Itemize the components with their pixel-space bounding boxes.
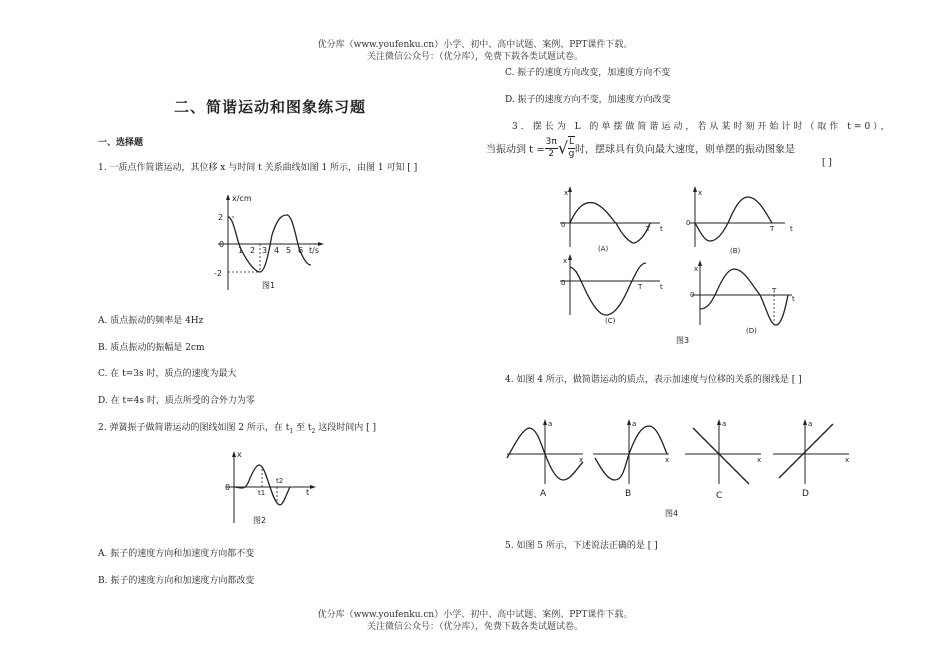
- fig3-a-o: 0: [561, 221, 566, 229]
- q2-text-mid: 至 t: [293, 423, 312, 433]
- question-1: 1. 一质点作简谐运动，其位移 x 与时间 t 关系曲线如图 1 所示，由图 1 可知 [ ]: [98, 163, 418, 173]
- fig3-d-o: 0: [690, 291, 695, 299]
- fig3-caption: 图3: [676, 336, 690, 345]
- fig4-b-x: x: [665, 456, 670, 464]
- fig4-c-a: a: [722, 420, 727, 428]
- fig1-caption: 图1: [262, 281, 276, 290]
- fig3-c-o: 0: [561, 279, 566, 287]
- fig4-d-x: x: [845, 456, 850, 464]
- q2-option-b: B. 振子的速度方向和加速度方向都改变: [98, 576, 255, 586]
- figure-2: [222, 447, 322, 527]
- header-line-2: 关注微信公众号：（优分库），免费下载各类试题试卷。: [366, 52, 583, 62]
- fig4-graph-d: [773, 419, 849, 499]
- fig4-b-a: a: [632, 420, 637, 428]
- fig4-graph-a: [507, 419, 583, 499]
- figure-3: [560, 185, 810, 350]
- fig2-caption: 图2: [253, 516, 267, 525]
- footer-line-2: 关注微信公众号：（优分库），免费下载各类试题试卷。: [366, 622, 583, 632]
- fig4-graph-c: [685, 419, 761, 501]
- fig4-c-x: x: [757, 456, 762, 464]
- fig3-b-o: 0: [686, 219, 691, 227]
- fig3-c-label: (C): [605, 317, 616, 325]
- q2-option-a: A. 振子的速度方向和加速度方向都不变: [98, 549, 255, 559]
- fig3-a-t: t: [660, 225, 663, 233]
- q1-option-d: D. 在 t=4s 时，质点所受的合外力为零: [98, 396, 255, 406]
- fig3-b-T: T: [770, 225, 775, 233]
- question-2: [98, 420, 376, 435]
- fig4-d-a: a: [808, 420, 813, 428]
- fig1-y-bot: -2: [214, 269, 222, 278]
- q2-option-c: C. 振子的速度方向改变，加速度方向不变: [505, 68, 671, 78]
- q3-sqrt-num: L: [569, 137, 575, 147]
- fig4-d-label: D: [802, 489, 809, 499]
- q2-option-d: D. 振子的速度方向不变，加速度方向改变: [505, 95, 671, 105]
- fig1-tick-6: 6: [298, 246, 304, 255]
- fig3-c-t: t: [660, 283, 663, 291]
- fig2-origin: 0: [225, 483, 231, 492]
- fig1-tick-4: 4: [274, 246, 280, 255]
- figure-4: [505, 418, 855, 518]
- q3-pre: 当振动到 t =: [486, 144, 545, 156]
- fig1-y-top: 2: [218, 213, 224, 222]
- fig3-b-label: (B): [730, 247, 741, 255]
- q3-sqrt-frac: [568, 136, 575, 160]
- page-title: 二、简谐运动和图象练习题: [174, 98, 367, 116]
- q2-sub-1: 1: [289, 427, 294, 435]
- q3-post: 时，摆球具有负向最大速度，则单摆的振动图象是: [575, 144, 796, 156]
- fig1-origin: 0: [219, 240, 225, 249]
- fig1-tick-5: 5: [286, 246, 292, 255]
- question-5: 5. 如图 5 所示，下述说法正确的是 [ ]: [505, 541, 658, 551]
- sqrt-icon: √: [557, 138, 569, 158]
- question-3-line-2: [486, 136, 795, 160]
- question-4: 4. 如图 4 所示，做简谐运动的质点，表示加速度与位移的关系的图线是 [ ]: [505, 375, 802, 385]
- fig3-d-label: (D): [746, 327, 757, 335]
- fig3-d-t: t: [792, 295, 795, 303]
- fig1-xlabel: t/s: [309, 246, 319, 255]
- section-heading: 一、选择题: [98, 138, 144, 148]
- q2-text-pre: 2. 弹簧振子做简谐运动的图线如图 2 所示，在 t: [98, 423, 290, 433]
- q1-option-b: B. 质点振动的振幅是 2cm: [98, 343, 205, 353]
- header-line-1: 优分库（www.youfenku.cn）小学、初中、高中试题、案例、PPT课件下载。: [317, 40, 633, 50]
- fig3-graph-d: [690, 260, 795, 335]
- fig1-tick-2: 2: [250, 246, 256, 255]
- fig1-ylabel: x/cm: [232, 194, 252, 203]
- fig3-c-T: T: [638, 283, 643, 291]
- fig3-graph-c: [560, 254, 663, 325]
- fig4-caption: 图4: [665, 509, 679, 518]
- fig4-a-a: a: [548, 420, 553, 428]
- q1-option-a: A. 质点振动的频率是 4Hz: [98, 316, 204, 326]
- q3-frac-num: 3π: [545, 136, 557, 147]
- fig2-xlabel: t: [306, 488, 310, 497]
- fig3-graph-b: [686, 186, 793, 255]
- fig4-graph-b: [593, 419, 669, 499]
- fig1-tick-1: 1: [238, 246, 244, 255]
- fig3-d-T: T: [772, 287, 777, 295]
- fig2-t1: t1: [258, 489, 266, 497]
- fig3-a-label: (A): [598, 245, 609, 253]
- q3-frac-den: 2: [548, 148, 555, 159]
- fig3-b-t: t: [790, 225, 793, 233]
- q2-sub-2: 2: [311, 427, 316, 435]
- footer-line-1: 优分库（www.youfenku.cn）小学、初中、高中试题、案例、PPT课件下载。: [317, 610, 633, 620]
- fig3-d-x: x: [694, 265, 699, 273]
- q3-bracket: [ ]: [822, 158, 832, 168]
- fig4-a-x: x: [579, 456, 584, 464]
- fig4-a-label: A: [540, 489, 547, 499]
- fig2-t2: t2: [276, 477, 284, 485]
- fig3-graph-a: [560, 186, 663, 253]
- fig4-b-label: B: [625, 489, 632, 499]
- question-3-line-1: 3．摆长为 L 的单摆做简谐运动，若从某时刻开始计时（取作 t=0），: [512, 122, 893, 132]
- q3-sqrt-den: g: [568, 149, 575, 159]
- fig3-a-T: T: [646, 225, 651, 233]
- fig3-a-x: x: [564, 189, 569, 197]
- fig1-tick-3: 3: [262, 246, 268, 255]
- q1-option-c: C. 在 t=3s 时，质点的速度为最大: [98, 369, 237, 379]
- figure-1: [210, 188, 330, 293]
- fig4-c-label: C: [716, 491, 723, 501]
- fig3-c-x: x: [563, 257, 568, 265]
- fig2-ylabel: x: [237, 450, 242, 459]
- fig3-b-x: x: [698, 189, 703, 197]
- q3-fraction: [545, 137, 558, 160]
- q2-text-post: 这段时间内 [ ]: [315, 423, 376, 433]
